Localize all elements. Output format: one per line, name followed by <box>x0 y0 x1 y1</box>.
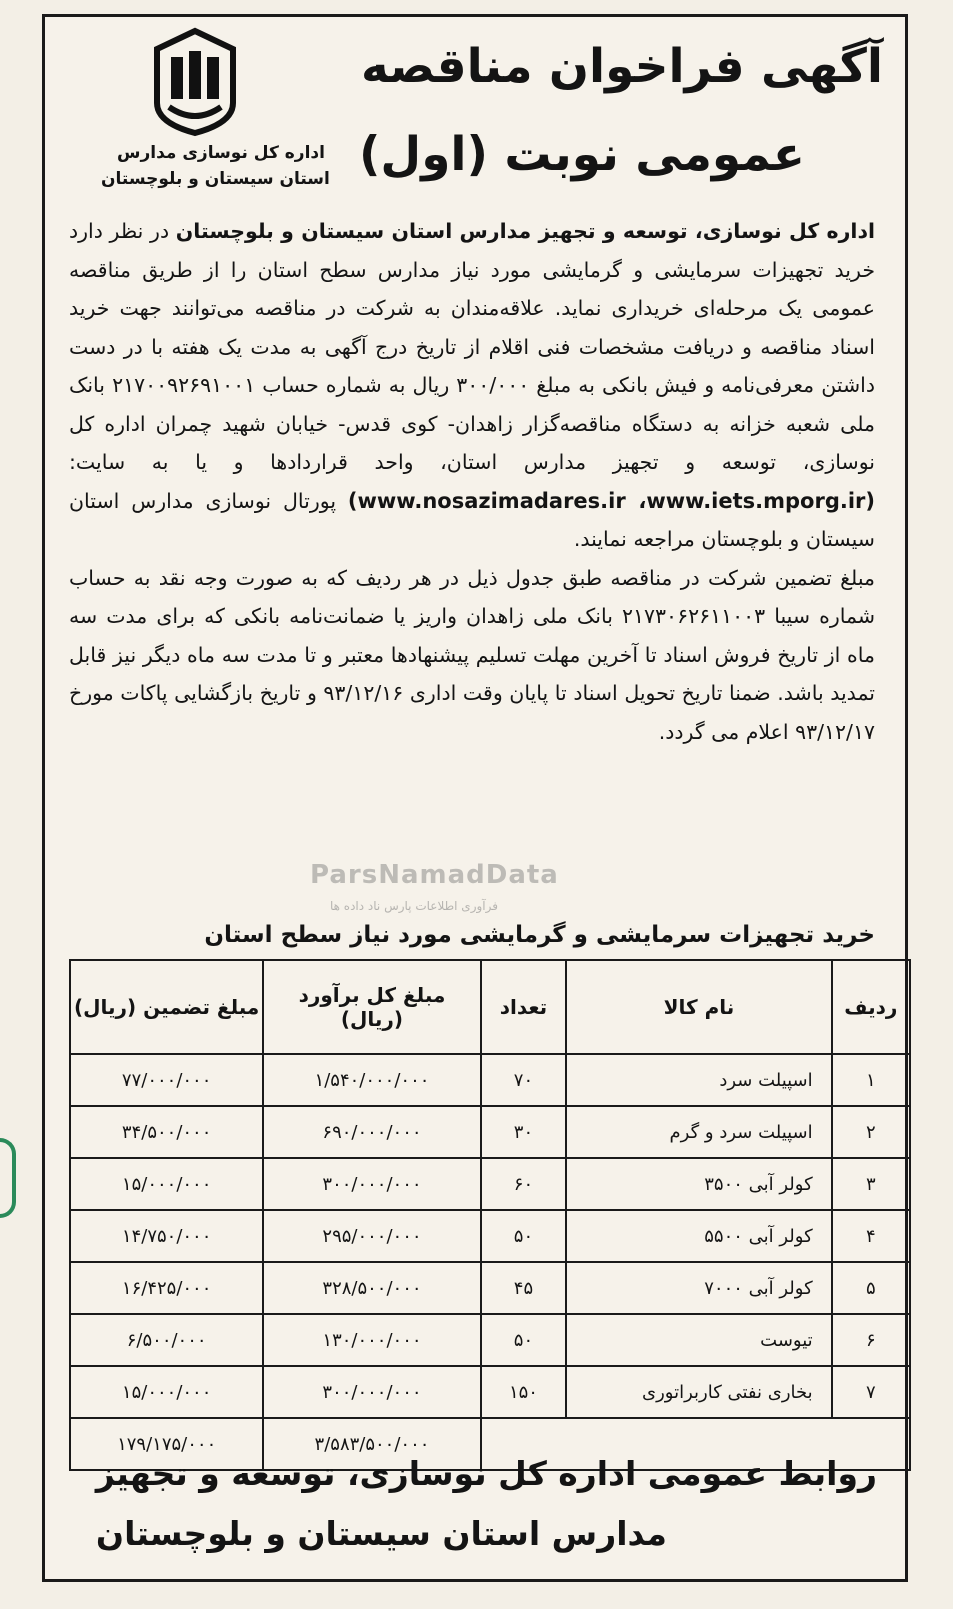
cell-row-number: ۵ <box>832 1262 910 1314</box>
cell-item-name: اسپیلت سرد و گرم <box>566 1106 831 1158</box>
cell-quantity: ۵۰ <box>481 1314 567 1366</box>
header-quantity: تعداد <box>481 960 567 1054</box>
cell-deposit: ۷۷/۰۰۰/۰۰۰ <box>70 1054 263 1106</box>
cell-row-number: ۴ <box>832 1210 910 1262</box>
cell-item-name: کولر آبی ۳۵۰۰ <box>566 1158 831 1210</box>
cell-total-deposit: ۱۷۹/۱۷۵/۰۰۰ <box>70 1418 263 1470</box>
green-edge-mark <box>0 1138 16 1218</box>
cell-estimate: ۳۰۰/۰۰۰/۰۰۰ <box>263 1366 480 1418</box>
cell-estimate: ۱/۵۴۰/۰۰۰/۰۰۰ <box>263 1054 480 1106</box>
header-deposit: مبلغ تضمین (ریال) <box>70 960 263 1054</box>
ministry-logo-icon <box>149 27 241 137</box>
header-estimate: مبلغ کل برآورد (ریال) <box>263 960 480 1054</box>
cell-estimate: ۲۹۵/۰۰۰/۰۰۰ <box>263 1210 480 1262</box>
cell-row-number: ۷ <box>832 1366 910 1418</box>
cell-estimate: ۱۳۰/۰۰۰/۰۰۰ <box>263 1314 480 1366</box>
intro-paragraph <box>69 212 875 559</box>
items-table <box>69 959 911 1471</box>
cell-deposit: ۳۴/۵۰۰/۰۰۰ <box>70 1106 263 1158</box>
guarantee-paragraph: مبلغ تضمین شرکت در مناقصه طبق جدول ذیل در هر ردیف که به صورت وجه نقد به حساب شماره سیبا ۲۱۷۳۰۶۲۶۱۱۰۰۳ بانک ملی زاهدان واریز یا ضمانت‌نامه بانکی که برای مدت سه ماه از تاریخ فروش اسناد تا آخرین مهلت تسلیم پیشنهادها معتبر و تا مدت سه ماه دیگر نیز قابل تمدید باشد. ضمنا تاریخ تحویل اسناد تا پایان وقت اداری ۹۳/۱۲/۱۶ و تاریخ بازگشایی پاکات مورخ ۹۳/۱۲/۱۷ اعلام می گردد. <box>69 565 875 744</box>
cell-deposit: ۱۵/۰۰۰/۰۰۰ <box>70 1366 263 1418</box>
cell-item-name: اسپیلت سرد <box>566 1054 831 1106</box>
cell-quantity: ۶۰ <box>481 1158 567 1210</box>
header-row-number: ردیف <box>832 960 910 1054</box>
watermark-tagline: فرآوری اطلاعات پارس ناد داده ها <box>330 899 498 913</box>
watermark-brand: ParsNamadData <box>310 860 559 890</box>
notice-header <box>45 17 905 217</box>
cell-row-number: ۲ <box>832 1106 910 1158</box>
cell-estimate: ۶۹۰/۰۰۰/۰۰۰ <box>263 1106 480 1158</box>
cell-quantity: ۷۰ <box>481 1054 567 1106</box>
cell-row-number: ۳ <box>832 1158 910 1210</box>
notice-frame <box>42 14 908 1582</box>
cell-item-name: بخاری نفتی کاربراتوری <box>566 1366 831 1418</box>
cell-deposit: ۱۵/۰۰۰/۰۰۰ <box>70 1158 263 1210</box>
cell-quantity: ۵۰ <box>481 1210 567 1262</box>
cell-deposit: ۱۶/۴۲۵/۰۰۰ <box>70 1262 263 1314</box>
notice-body <box>69 212 875 751</box>
notice-title-line1: آگهی فراخوان مناقصه <box>361 39 883 94</box>
cell-estimate: ۳۰۰/۰۰۰/۰۰۰ <box>263 1158 480 1210</box>
footer-line2: مدارس استان سیستان و بلوچستان <box>95 1514 667 1553</box>
cell-deposit: ۶/۵۰۰/۰۰۰ <box>70 1314 263 1366</box>
table-header-row <box>70 960 910 1054</box>
org-name-line2: استان سیستان و بلوچستان <box>101 169 330 189</box>
links-rest: پورتال نوسازی مدارس استان سیستان و بلوچستان مراجعه نمایند. <box>69 488 875 551</box>
table-title: خرید تجهیزات سرمایشی و گرمایشی مورد نیاز سطح استان <box>204 922 875 948</box>
cell-total-estimate: ۳/۵۸۳/۵۰۰/۰۰۰ <box>263 1418 480 1470</box>
table-row <box>70 1366 910 1418</box>
cell-quantity: ۴۵ <box>481 1262 567 1314</box>
website-links: (www.nosazimadares.ir ،www.iets.mporg.ir) <box>347 488 875 513</box>
table-row <box>70 1210 910 1262</box>
cell-row-number: ۶ <box>832 1314 910 1366</box>
intro-text: در نظر دارد خرید تجهیزات سرمایشی و گرمایشی مورد نیاز مدارس سطح استان را از طریق مناقصه عمومی یک مرحله‌ای خریداری نماید. علاقه‌مندان به شرکت در مناقصه می‌توانند جهت خرید اسناد مناقصه و دریافت مشخصات فنی اقلام از تاریخ درج آگهی به مدت یک هفته با در دست داشتن معرفی‌نامه و فیش بانکی به مبلغ ۳۰۰/۰۰۰ ریال به شماره حساب ۲۱۷۰۰۹۲۶۹۱۰۰۱ بانک ملی شعبه خزانه به دستگاه مناقصه‌گزار زاهدان- کوی قدس- خیابان شهید چمران اداره کل نوسازی، توسعه و تجهیز مدارس استان، واحد قراردادها و یا به سایت: <box>69 219 875 474</box>
cell-row-number: ۱ <box>832 1054 910 1106</box>
footer-line1: روابط عمومی اداره کل نوسازی، توسعه و تجهیز <box>95 1454 877 1493</box>
table-row <box>70 1158 910 1210</box>
table-row <box>70 1314 910 1366</box>
intro-bold: اداره کل نوسازی، توسعه و تجهیز مدارس استان سیستان و بلوچستان <box>175 219 876 243</box>
org-name-line1: اداره کل نوسازی مدارس <box>117 143 325 163</box>
cell-deposit: ۱۴/۷۵۰/۰۰۰ <box>70 1210 263 1262</box>
cell-estimate: ۳۲۸/۵۰۰/۰۰۰ <box>263 1262 480 1314</box>
cell-item-name: کولر آبی ۵۵۰۰ <box>566 1210 831 1262</box>
cell-item-name: تیوست <box>566 1314 831 1366</box>
cell-quantity: ۳۰ <box>481 1106 567 1158</box>
table-row <box>70 1262 910 1314</box>
table-row <box>70 1054 910 1106</box>
cell-item-name: کولر آبی ۷۰۰۰ <box>566 1262 831 1314</box>
cell-quantity: ۱۵۰ <box>481 1366 567 1418</box>
header-item-name: نام کالا <box>566 960 831 1054</box>
notice-title-line2: عمومی نوبت (اول) <box>358 127 805 182</box>
table-row <box>70 1106 910 1158</box>
